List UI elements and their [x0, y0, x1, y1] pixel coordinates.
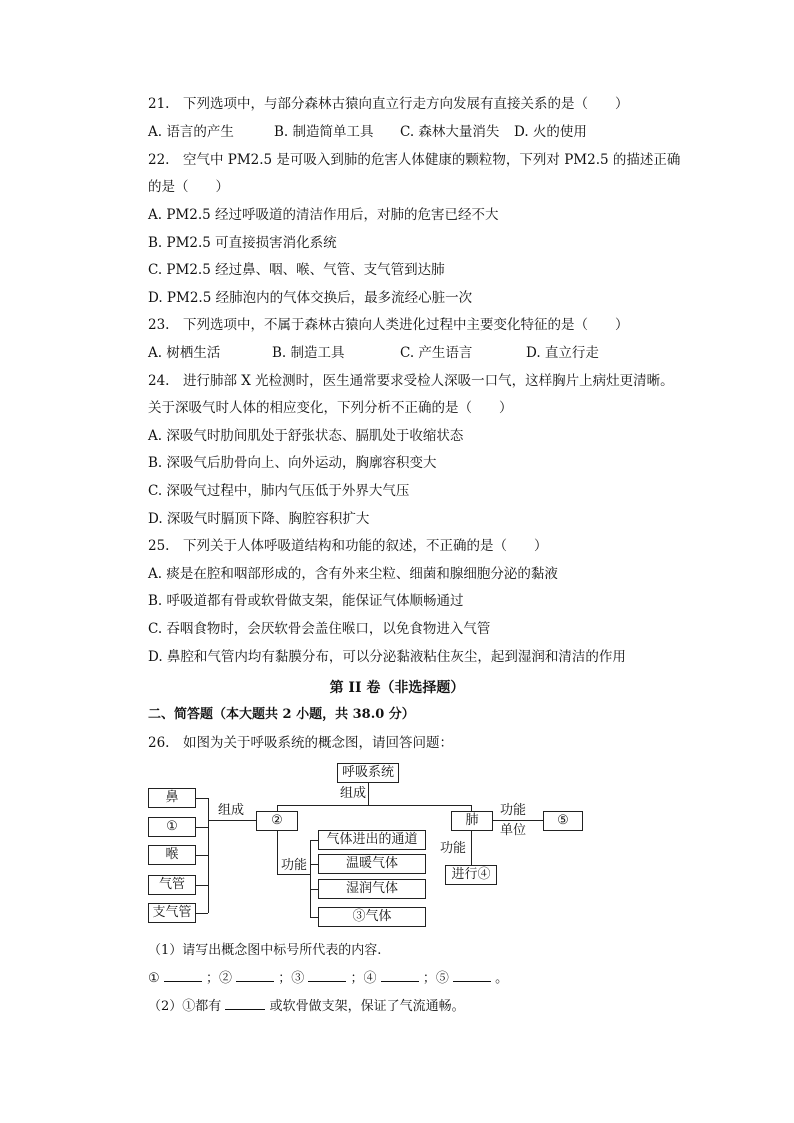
- lung-action-box: 进行④: [445, 865, 497, 885]
- connector-line: [196, 913, 208, 914]
- connector-line: [471, 831, 472, 865]
- function-box-passage: 气体进出的通道: [318, 830, 426, 850]
- q23-option-a: A. 树栖生活: [148, 345, 221, 361]
- lung-box: 肺: [451, 811, 493, 831]
- connector-line: [310, 917, 318, 918]
- answer-label-2: ；②: [205, 971, 232, 986]
- question-22-stem-line2: 的是（ ）: [148, 179, 229, 195]
- connector-line: [277, 805, 278, 812]
- unit-box-5: ⑤: [543, 811, 583, 831]
- connector-line: [196, 885, 208, 886]
- organ-box-1: ①: [148, 817, 196, 837]
- tract-box-2: ②: [256, 811, 298, 831]
- answer-blank-1[interactable]: [164, 969, 202, 982]
- function-box-3: ③气体: [318, 907, 426, 927]
- q25-option-c: C. 吞咽食物时，会厌软骨会盖住喉口，以免食物进入气管: [148, 621, 491, 637]
- organ-box-nose: 鼻: [148, 788, 196, 808]
- q22-option-c: C. PM2.5 经过鼻、咽、喉、气管、支气管到达肺: [148, 262, 445, 278]
- diagram-function-label-right: 功能: [440, 841, 467, 856]
- diagram-compose-label-top: 组成: [340, 786, 367, 801]
- answer-label-5: ；⑤: [422, 971, 449, 986]
- connector-line: [310, 889, 318, 890]
- answer-label-1: ①: [148, 971, 160, 986]
- q24-option-a: A. 深吸气时肋间肌处于舒张状态、膈肌处于收缩状态: [148, 428, 464, 444]
- answer-blank-sub2[interactable]: [225, 997, 265, 1010]
- q23-option-d: D. 直立行走: [526, 345, 599, 361]
- diagram-unit-label-1: 功能: [500, 803, 527, 818]
- q22-option-b: B. PM2.5 可直接损害消化系统: [148, 235, 337, 251]
- question-23-stem: 23. 下列选项中，不属于森林古猿向人类进化过程中主要变化特征的是（ ）: [148, 317, 629, 333]
- function-box-warm: 温暖气体: [318, 854, 426, 874]
- q21-option-a: A. 语言的产生: [148, 124, 234, 140]
- q26-sub1-prompt: （1）请写出概念图中标号所代表的内容.: [148, 943, 382, 958]
- q26-sub2-post: 或软骨做支架，保证了气流通畅。: [269, 999, 465, 1014]
- q26-sub2: [148, 997, 465, 1016]
- answer-label-4: ；④: [350, 971, 377, 986]
- connector-line: [368, 783, 369, 805]
- answer-blank-3[interactable]: [308, 969, 346, 982]
- q25-option-b: B. 呼吸道都有骨或软骨做支架，能保证气体顺畅通过: [148, 593, 464, 609]
- question-25-stem: 25. 下列关于人体呼吸道结构和功能的叙述，不正确的是（ ）: [148, 538, 548, 554]
- answer-blank-4[interactable]: [381, 969, 419, 982]
- answer-blank-5[interactable]: [453, 969, 491, 982]
- diagram-unit-label-2: 单位: [500, 823, 527, 838]
- question-24-stem-line2: 关于深吸气时人体的相应变化，下列分析不正确的是（ ）: [148, 400, 513, 416]
- connector-line: [310, 864, 318, 865]
- q26-sub2-pre: （2）①都有: [148, 999, 222, 1014]
- connector-line: [196, 855, 208, 856]
- question-24-stem-line1: 24. 进行肺部 X 光检测时，医生通常要求受检人深吸一口气，这样胸片上病灶更清晰。: [148, 373, 674, 389]
- answer-end: 。: [495, 971, 509, 986]
- function-box-moisten: 湿润气体: [318, 879, 426, 899]
- connector-line: [196, 827, 208, 828]
- q22-option-a: A. PM2.5 经过呼吸道的清洁作用后，对肺的危害已经不大: [148, 207, 499, 223]
- connector-line: [471, 805, 472, 812]
- q23-option-c: C. 产生语言: [400, 345, 473, 361]
- q26-sub1-answers: [148, 969, 508, 988]
- part-2-title: 第 II 卷（非选择题）: [329, 680, 465, 696]
- q21-option-b: B. 制造简单工具: [274, 124, 374, 140]
- answer-label-3: ；③: [278, 971, 305, 986]
- q21-option-d: D. 火的使用: [514, 124, 587, 140]
- answer-blank-2[interactable]: [236, 969, 274, 982]
- connector-line: [310, 840, 311, 917]
- q21-option-c: C. 森林大量消失: [400, 124, 500, 140]
- connector-line: [277, 805, 471, 806]
- q24-option-d: D. 深吸气时膈顶下降、胸腔容积扩大: [148, 511, 370, 527]
- diagram-compose-label-left: 组成: [218, 803, 245, 818]
- diagram-function-label-left: 功能: [281, 858, 308, 873]
- organ-box-bronchus: 支气管: [148, 903, 196, 923]
- connector-line: [310, 840, 318, 841]
- q22-option-d: D. PM2.5 经肺泡内的气体交换后，最多流经心脏一次: [148, 290, 473, 306]
- organ-box-trachea: 气管: [148, 875, 196, 895]
- connector-line: [277, 874, 310, 875]
- section-2-heading: 二、简答题（本大题共 2 小题，共 38.0 分）: [148, 707, 415, 722]
- connector-line: [493, 820, 543, 821]
- organ-box-larynx: 喉: [148, 845, 196, 865]
- connector-line: [208, 798, 209, 913]
- question-21-stem: 21. 下列选项中，与部分森林古猿向直立行走方向发展有直接关系的是（ ）: [148, 96, 629, 112]
- question-26-stem: 26. 如图为关于呼吸系统的概念图，请回答问题：: [148, 735, 453, 751]
- q25-option-d: D. 鼻腔和气管内均有黏膜分布，可以分泌黏液粘住灰尘，起到湿润和清洁的作用: [148, 649, 626, 665]
- connector-line: [196, 798, 208, 799]
- question-22-stem-line1: 22. 空气中 PM2.5 是可吸入到肺的危害人体健康的颗粒物，下列对 PM2.5 的描述正确: [148, 152, 681, 168]
- q25-option-a: A. 痰是在腔和咽部形成的，含有外来尘粒、细菌和腺细胞分泌的黏液: [148, 566, 558, 582]
- q23-option-b: B. 制造工具: [272, 345, 345, 361]
- q24-option-b: B. 深吸气后肋骨向上、向外运动，胸廓容积变大: [148, 455, 437, 471]
- diagram-root-box: 呼吸系统: [337, 763, 399, 783]
- connector-line: [208, 820, 256, 821]
- q24-option-c: C. 深吸气过程中，肺内气压低于外界大气压: [148, 483, 410, 499]
- connector-line: [277, 831, 278, 874]
